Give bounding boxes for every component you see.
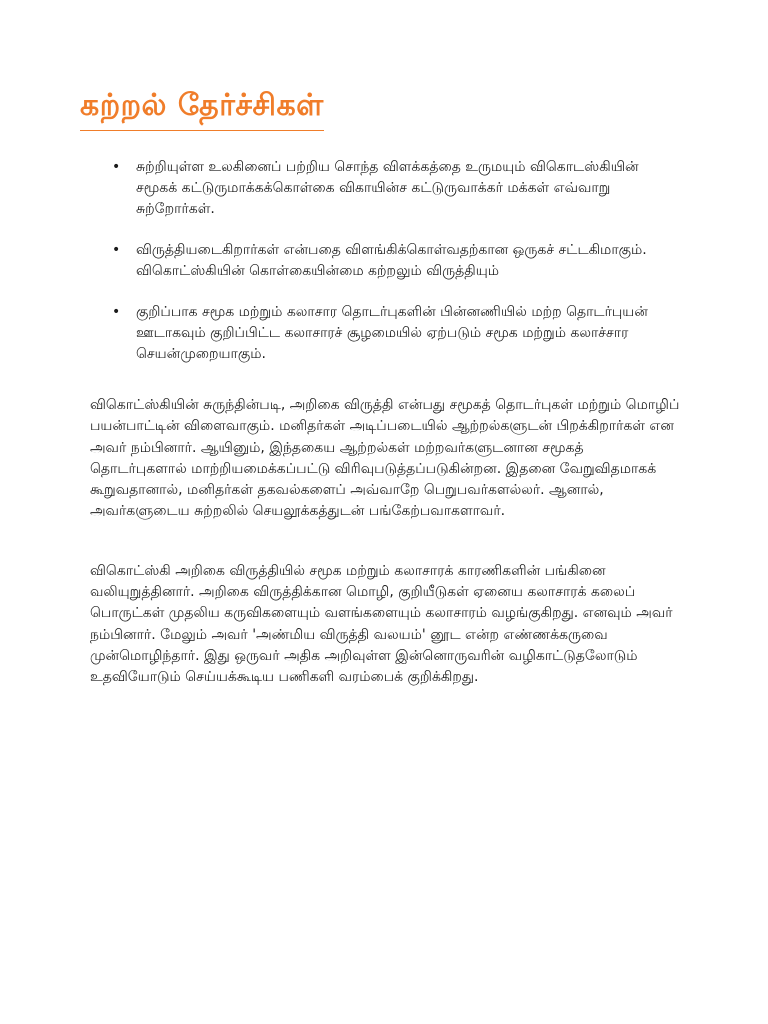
bullet-icon: • xyxy=(112,304,121,320)
list-item-text: விருத்தியடைகிறார்கள் என்பதை விளங்கிக்கொள்வதற்கான ஒருகச் சட்டகிமாகும். விகொட்ஸ்கியின் கொள்கையின்மை கற்றலும் விருத்தியும் xyxy=(136,242,647,279)
list-item xyxy=(90,157,678,220)
page-title: கற்றல் தேர்ச்சிகள் xyxy=(80,84,324,131)
list-item-text: குறிப்பாக சமூக மற்றும் கலாசார தொடர்புகளின் பின்னணியில் மற்ற தொடர்புயன் ஊடாகவும் குறிப்பிட்ட கலாசாரச் சூழமையில் ஏற்படும் சமூக மற்றும் கலாச்சார செயன்முறையாகும். xyxy=(136,304,648,362)
list-item xyxy=(90,240,678,282)
body-paragraph-1: விகொட்ஸ்கியின் சுருந்தின்படி, அறிகை விருத்தி என்பது சமூகத் தொடர்புகள் மற்றும் மொழிப் பயன்பாட்டின் விளைவாகும். மனிதர்கள் அடிப்படையில் ஆற்றல்களுடன் பிறக்கிறார்கள் என அவர் நம்பினார். ஆயினும், இந்தகைய ஆற்றல்கள் மற்றவர்களுடனான சமூகத் தொடர்புகளால் மாற்றியமைக்கப்பட்டு விரிவுபடுத்தப்படுகின்றன. இதனை வேறுவிதமாகக் கூறுவதானால், மனிதர்கள் தகவல்களைப் அவ்வாறே பெறுபவர்களல்லர். ஆனால், அவர்களுடைய சுற்றலில் செயலூக்கத்துடன் பங்கேற்பவாகளாவர். xyxy=(90,397,680,520)
bullet-list xyxy=(90,157,678,365)
bullet-icon: • xyxy=(112,159,121,175)
bullet-icon: • xyxy=(112,242,121,258)
list-item xyxy=(90,302,678,365)
body-paragraph-2: விகொட்ஸ்கி அறிகை விருத்தியில் சமூக மற்றும் கலாசாரக் காரணிகளின் பங்கினை வலியுறுத்தினார். அறிகை விருத்திக்கான மொழி, குறியீடுகள் ஏனைய கலாசாரக் கலைப் பொருட்கள் முதலிய கருவிகளையும் வளங்களையும் கலாசாரம் வழங்குகிறது. எனவும் அவர் நம்பினார். மேலும் அவர் 'அண்மிய விருத்தி வலயம்' னூட என்ற எண்ணக்கருவை முன்மொழிந்தார். இது ஒருவர் அதிக அறிவுள்ள இன்னொருவரின் வழிகாட்டுதலோடும் உதவியோடும் செய்யக்கூடிய பணிகளி வரம்பைக் குறிக்கிறது. xyxy=(90,562,673,686)
list-item-text: சுற்றியுள்ள உலகினைப் பற்றிய சொந்த விளக்கத்தை உருமயும் விகொடஸ்கியின் சமூகக் கட்டுருமாக்கக்கொள்கை விகாயின்ச கட்டுருவாக்கர் மக்கள் எவ்வாறு சுற்றோர்கள். xyxy=(136,159,639,217)
